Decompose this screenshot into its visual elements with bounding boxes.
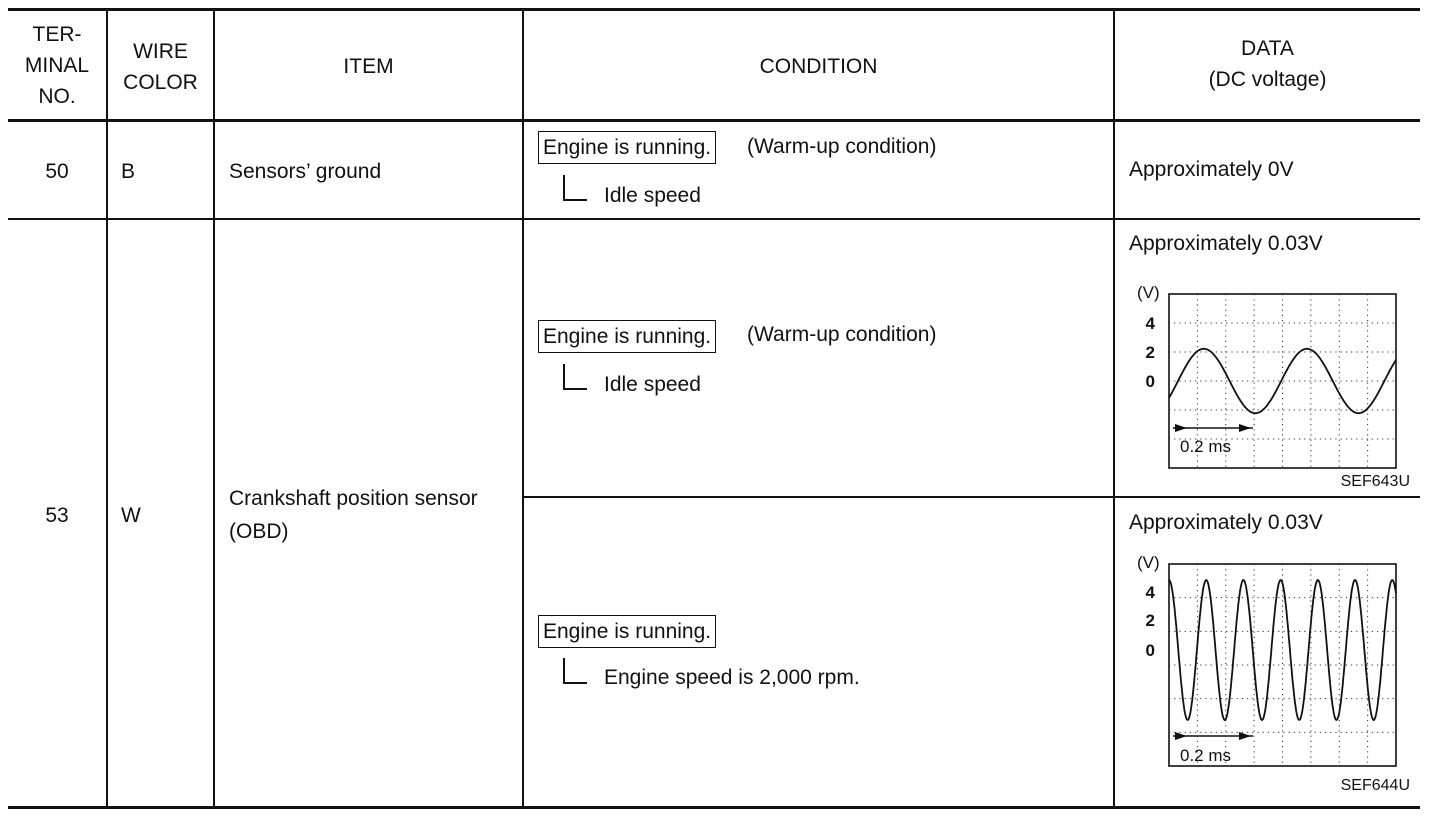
condition-sub-idle-speed: Idle speed: [604, 373, 701, 396]
y-tick-label: 4: [1145, 583, 1155, 602]
item-sensors-ground: Sensors’ ground: [229, 160, 382, 183]
y-tick-label: 4: [1145, 314, 1155, 333]
waveform-chart-idle: [1115, 270, 1420, 495]
data-approx-003v: Approximately 0.03V: [1129, 232, 1323, 255]
wire-color-b: B: [121, 160, 136, 183]
terminal-53: 53: [45, 504, 69, 527]
time-scale-arrow-left: [1239, 424, 1251, 432]
condition-note: (Warm-up condition): [747, 135, 937, 158]
y-axis-label: (V): [1137, 283, 1160, 302]
y-tick-label: 2: [1145, 611, 1155, 630]
header-item: ITEM: [343, 55, 394, 78]
table-top-rule: [8, 8, 1420, 11]
y-tick-label: 2: [1145, 343, 1155, 362]
condition-engine-running-box: Engine is running.: [538, 320, 716, 353]
col-divider-3: [522, 9, 524, 808]
condition-elbow-connector: [563, 175, 587, 201]
header-wire-color: WIRE COLOR: [123, 40, 198, 94]
table-bottom-rule: [8, 806, 1420, 809]
condition-note: (Warm-up condition): [747, 323, 937, 346]
y-tick-label: 0: [1145, 372, 1155, 391]
data-approx-003v: Approximately 0.03V: [1129, 511, 1323, 534]
figure-code: SEF643U: [1340, 473, 1410, 490]
condition-sub-engine-speed: Engine speed is 2,000 rpm.: [604, 666, 860, 689]
waveform-chart-2000rpm: [1115, 550, 1420, 800]
y-tick-label: 0: [1145, 641, 1155, 660]
condition-elbow-connector: [563, 658, 587, 684]
row-50-bottom-rule: [8, 218, 1420, 220]
condition-engine-running-box: Engine is running.: [538, 131, 716, 164]
figure-code: SEF644U: [1340, 777, 1410, 794]
col-divider-2: [213, 9, 215, 808]
col-divider-1: [106, 9, 108, 808]
item-crankshaft-sensor: Crankshaft position sensor: [229, 487, 478, 510]
time-scale-arrow-left: [1239, 732, 1251, 740]
time-scale-label: 0.2 ms: [1180, 746, 1232, 765]
header-terminal-no: TER- MINAL NO.: [24, 23, 90, 108]
terminal-50: 50: [45, 160, 69, 183]
header-data: DATA (DC voltage): [1208, 37, 1327, 91]
time-scale-arrow-right: [1175, 732, 1187, 740]
wire-color-w: W: [121, 504, 141, 527]
data-approx-0v: Approximately 0V: [1129, 158, 1294, 181]
y-axis-label: (V): [1137, 553, 1160, 572]
row-53-split-rule: [523, 496, 1420, 498]
condition-elbow-connector: [563, 364, 587, 390]
condition-sub-idle-speed: Idle speed: [604, 184, 701, 207]
item-crankshaft-sensor-obd: (OBD): [229, 520, 289, 543]
time-scale-arrow-right: [1175, 424, 1187, 432]
header-bottom-rule: [8, 119, 1420, 122]
time-scale-label: 0.2 ms: [1180, 437, 1232, 456]
condition-engine-running-box: Engine is running.: [538, 615, 716, 648]
header-condition: CONDITION: [759, 55, 878, 78]
